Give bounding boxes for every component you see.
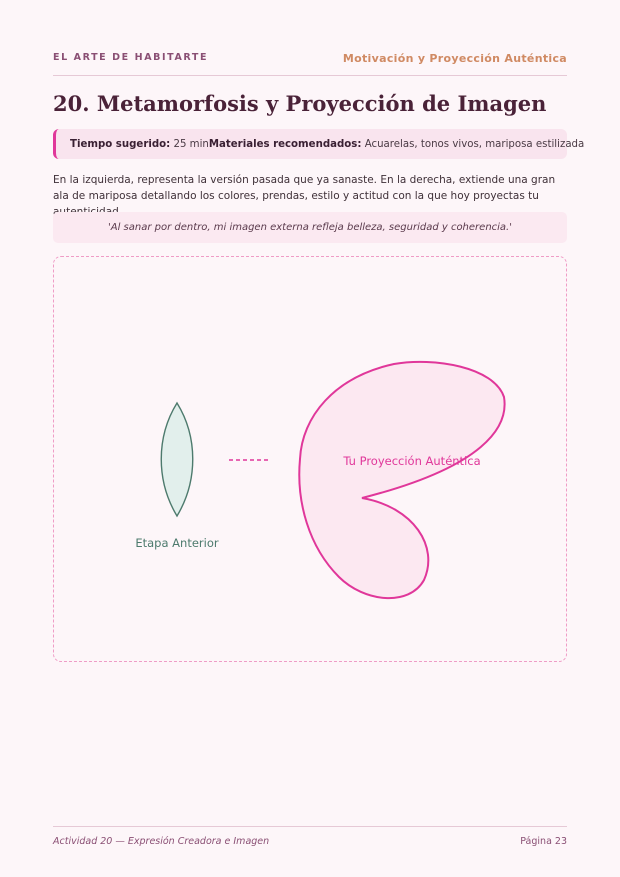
time-label: Tiempo sugerido: [70, 138, 171, 150]
materials-label: Materiales recomendados: [208, 138, 362, 150]
page-header [53, 52, 567, 76]
past-stage-shape [161, 403, 193, 516]
quote-text: 'Al sanar por dentro, mi imagen externa refleja belleza, seguridad y coherencia.' [108, 222, 512, 233]
brand-name: EL ARTE DE HABITARTE [53, 52, 209, 63]
section-title: Motivación y Proyección Auténtica [342, 52, 567, 65]
drawing-illustration [54, 257, 568, 663]
future-projection-label: Tu Proyección Auténtica [343, 454, 481, 468]
time-value: 25 min [173, 138, 209, 150]
footer-activity: Actividad 20 — Expresión Creadora e Imagen [53, 836, 270, 847]
past-stage-label: Etapa Anterior [135, 536, 219, 550]
page-footer [53, 826, 567, 856]
activity-description: En la izquierda, representa la versión pasada que ya sanaste. En la derecha, extiende una gran ala de mariposa detallando los colores, prendas, estilo y actitud con la que hoy proyectas tu [53, 174, 556, 202]
butterfly-wing-shape [299, 362, 504, 598]
drawing-area[interactable] [53, 256, 567, 662]
activity-title: 20. Metamorfosis y Proyección de Imagen [53, 91, 547, 116]
affirmation-quote [53, 212, 567, 243]
activity-info-bar [53, 129, 585, 159]
materials-value: Acuarelas, tonos vivos, mariposa estilizada [364, 138, 585, 150]
page-number: Página 23 [520, 836, 567, 847]
